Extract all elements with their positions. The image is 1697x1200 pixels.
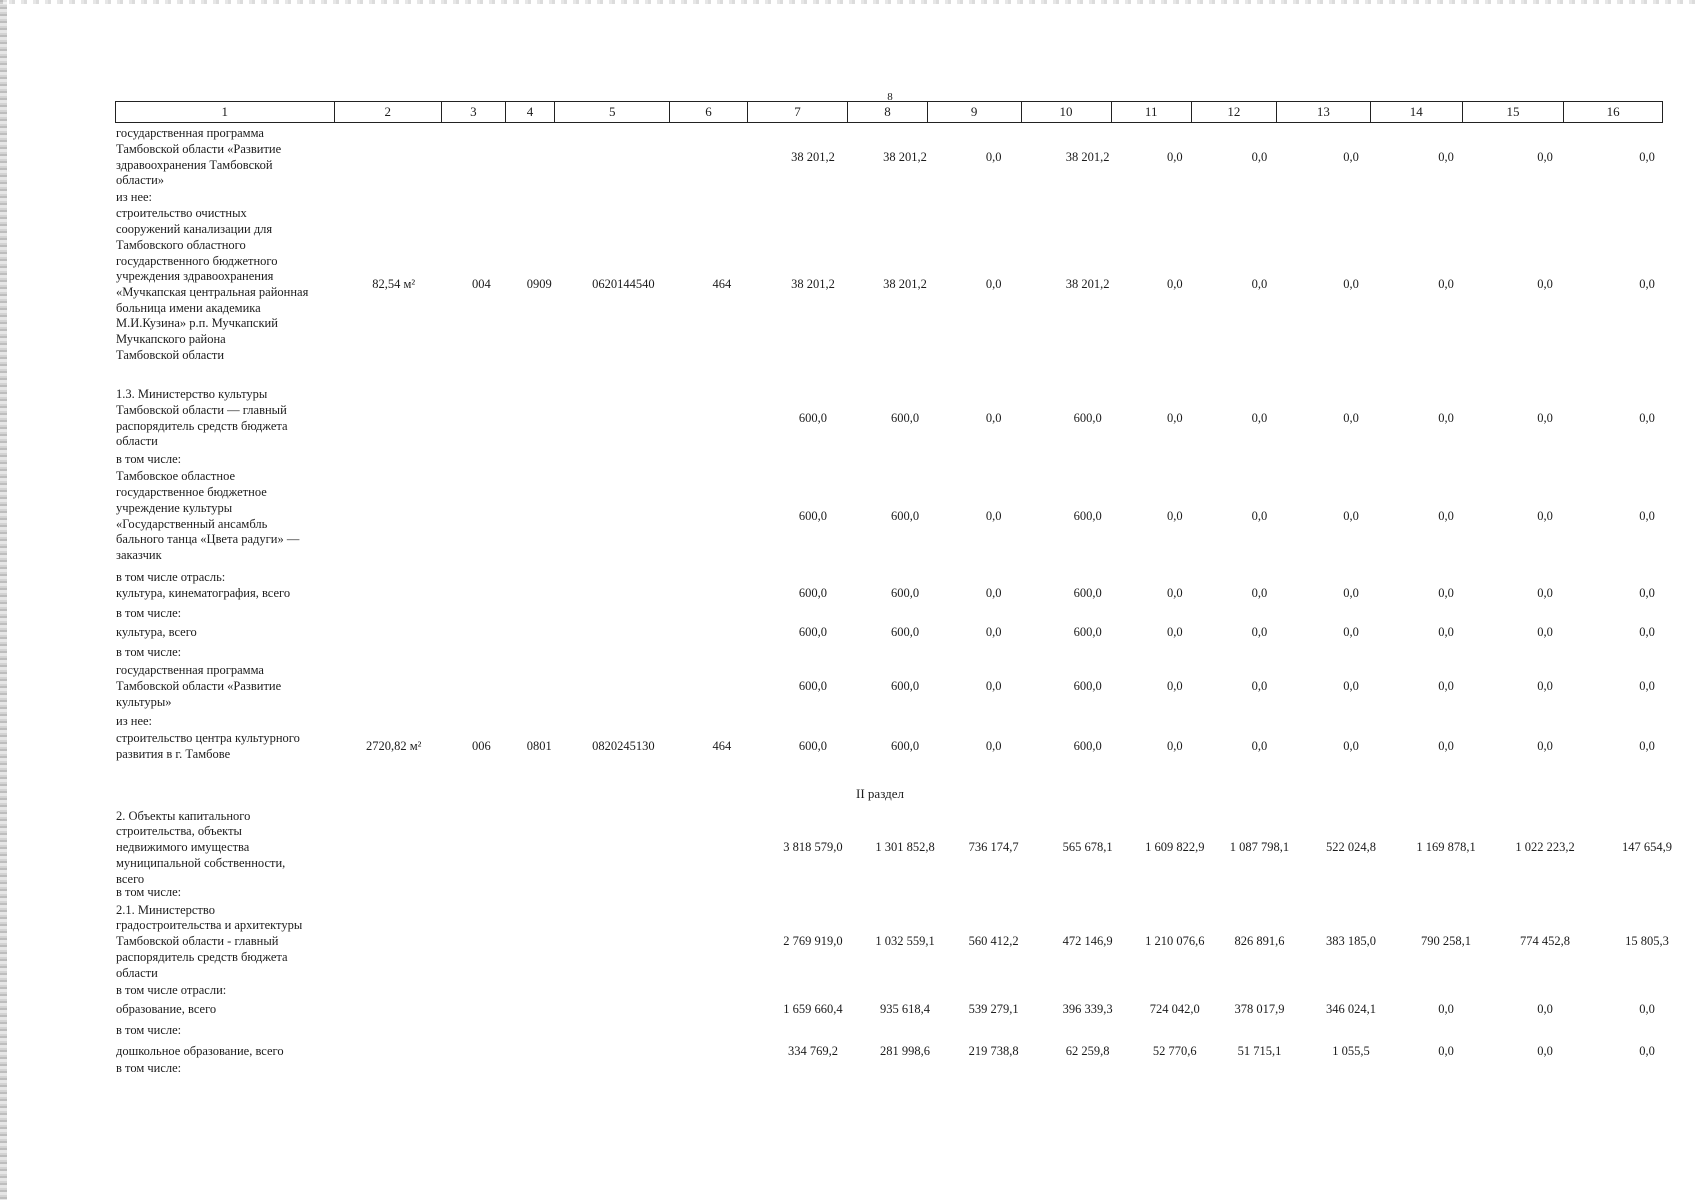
table-row	[0, 644, 1697, 661]
table-row	[0, 714, 1697, 729]
row-value-col-10: 38 201,2	[1065, 149, 1110, 164]
column-header-3: 3	[442, 102, 506, 122]
table-row	[0, 585, 1697, 602]
row-value-col-14: 0,0	[1438, 277, 1454, 292]
row-value-col-9: 0,0	[985, 624, 1002, 639]
table-row	[0, 190, 1697, 205]
row-name: культура, кинематография, всего	[116, 585, 291, 600]
row-value-col-12: 0,0	[1251, 585, 1268, 600]
row-name: государственная программа Тамбовской области «Развитие здравоохранения Тамбовской области»	[116, 126, 282, 188]
page-number: 8	[887, 91, 893, 103]
row-value-col-10: 600,0	[1073, 624, 1102, 639]
table-row	[0, 469, 1697, 564]
row-code-5: 0620144540	[592, 277, 655, 292]
table-row	[0, 809, 1697, 887]
column-header-13: 13	[1277, 102, 1371, 122]
row-value-col-8: 600,0	[890, 585, 920, 600]
row-value-col-16: 0,0	[1639, 739, 1655, 754]
column-header-6: 6	[670, 102, 747, 122]
row-value-col-14: 790 258,1	[1421, 934, 1472, 949]
row-area: 2720,82 м²	[365, 739, 422, 754]
row-value-col-8: 1 301 852,8	[875, 840, 935, 855]
section-heading: II раздел	[856, 786, 904, 801]
row-value-col-7: 334 769,2	[787, 1044, 838, 1059]
row-value-col-10: 565 678,1	[1062, 840, 1113, 855]
row-value-col-11: 1 609 822,9	[1145, 840, 1205, 855]
row-value-col-13: 1 055,5	[1332, 1044, 1370, 1059]
row-name: государственная программа Тамбовской области «Развитие культуры»	[116, 663, 282, 709]
row-value-col-11: 0,0	[1166, 585, 1183, 600]
row-value-col-13: 346 024,1	[1326, 1001, 1377, 1016]
row-name: из нее:	[116, 713, 153, 728]
row-value-col-16: 0,0	[1639, 508, 1655, 523]
table-row	[0, 663, 1697, 711]
row-value-col-12: 378 017,9	[1234, 1001, 1285, 1016]
row-value-col-13: 0,0	[1343, 149, 1359, 164]
row-name: в том числе:	[116, 451, 182, 466]
row-name: Тамбовское областное государственное бюджетное учреждение культуры «Государственный ансамбль бального танца «Цвета радуги» — заказчик	[116, 469, 300, 562]
row-value-col-11: 1 210 076,6	[1145, 934, 1205, 949]
table-row	[0, 983, 1697, 998]
row-value-col-13: 383 185,0	[1326, 934, 1377, 949]
row-value-col-16: 0,0	[1639, 410, 1655, 425]
row-value-col-15: 0,0	[1537, 624, 1553, 639]
column-header-14: 14	[1371, 102, 1463, 122]
row-value-col-8: 600,0	[890, 679, 920, 694]
row-value-col-7: 600,0	[798, 679, 828, 694]
row-value-col-11: 0,0	[1166, 277, 1183, 292]
column-header-9: 9	[928, 102, 1022, 122]
row-value-col-7: 3 818 579,0	[783, 840, 843, 855]
row-value-col-15: 0,0	[1537, 149, 1553, 164]
row-value-col-15: 774 452,8	[1520, 934, 1571, 949]
row-value-col-7: 38 201,2	[791, 277, 835, 292]
row-value-col-11: 0,0	[1166, 508, 1183, 523]
row-area: 82,54 м²	[372, 277, 416, 292]
row-value-col-11: 0,0	[1166, 679, 1183, 694]
row-value-col-10: 600,0	[1073, 508, 1102, 523]
table-row	[0, 730, 1697, 764]
row-value-col-8: 600,0	[890, 624, 920, 639]
row-value-col-9: 736 174,7	[968, 840, 1019, 855]
column-header-7: 7	[748, 102, 849, 122]
row-code-6: 464	[712, 739, 732, 754]
row-value-col-15: 0,0	[1537, 739, 1553, 754]
row-value-col-16: 0,0	[1639, 585, 1655, 600]
row-value-col-13: 0,0	[1343, 410, 1359, 425]
row-value-col-15: 0,0	[1537, 1001, 1553, 1016]
row-value-col-10: 396 339,3	[1062, 1001, 1113, 1016]
row-value-col-7: 600,0	[798, 585, 828, 600]
row-name: в том числе:	[116, 1022, 182, 1037]
row-value-col-16: 0,0	[1639, 1001, 1655, 1016]
row-name: в том числе:	[116, 1061, 182, 1076]
row-value-col-15: 0,0	[1537, 679, 1553, 694]
row-value-col-13: 0,0	[1343, 739, 1359, 754]
row-name: в том числе отрасли:	[116, 982, 227, 997]
row-value-col-8: 600,0	[890, 508, 920, 523]
row-value-col-7: 2 769 919,0	[783, 934, 843, 949]
table-row	[0, 605, 1697, 622]
column-header-12: 12	[1192, 102, 1277, 122]
row-value-col-14: 0,0	[1438, 585, 1454, 600]
row-value-col-12: 1 087 798,1	[1229, 840, 1290, 855]
row-value-col-7: 1 659 660,4	[783, 1001, 843, 1016]
row-value-col-14: 0,0	[1438, 679, 1454, 694]
row-name: в том числе отрасль:	[116, 570, 226, 585]
row-value-col-9: 539 279,1	[968, 1001, 1019, 1016]
row-value-col-14: 0,0	[1438, 508, 1454, 523]
row-value-col-10: 62 259,8	[1065, 1044, 1110, 1059]
row-value-col-13: 0,0	[1343, 277, 1359, 292]
table-row	[0, 205, 1697, 365]
row-value-col-12: 0,0	[1251, 739, 1268, 754]
row-code-3: 006	[471, 739, 491, 754]
row-name: строительство центра культурного развития в г. Тамбове	[116, 731, 300, 761]
row-value-col-12: 0,0	[1251, 624, 1268, 639]
row-value-col-10: 38 201,2	[1065, 277, 1110, 292]
table-row	[0, 1061, 1697, 1077]
row-name: дошкольное образование, всего	[116, 1044, 284, 1059]
row-value-col-16: 0,0	[1639, 1044, 1655, 1059]
row-value-col-15: 0,0	[1537, 508, 1553, 523]
row-value-col-9: 0,0	[985, 410, 1002, 425]
row-value-col-15: 0,0	[1537, 277, 1553, 292]
row-value-col-14: 0,0	[1438, 624, 1454, 639]
row-code-5: 0820245130	[592, 739, 655, 754]
row-name: 1.3. Министерство культуры Тамбовской области — главный распорядитель средств бюджета области	[116, 387, 288, 449]
row-name: в том числе:	[116, 884, 182, 899]
row-value-col-15: 0,0	[1537, 1044, 1553, 1059]
row-value-col-11: 0,0	[1166, 624, 1183, 639]
column-header-2: 2	[335, 102, 442, 122]
row-value-col-13: 0,0	[1343, 624, 1359, 639]
row-value-col-10: 600,0	[1073, 739, 1102, 754]
column-header-8: 8	[848, 102, 927, 122]
row-value-col-8: 600,0	[890, 410, 920, 425]
row-value-col-14: 0,0	[1438, 1001, 1454, 1016]
row-value-col-7: 600,0	[798, 739, 828, 754]
row-value-col-9: 0,0	[985, 739, 1002, 754]
row-value-col-9: 0,0	[985, 149, 1002, 164]
column-header-16: 16	[1606, 104, 1620, 119]
row-value-col-10: 600,0	[1073, 410, 1102, 425]
row-value-col-7: 600,0	[798, 508, 828, 523]
row-value-col-10: 472 146,9	[1062, 934, 1113, 949]
row-value-col-15: 0,0	[1537, 410, 1553, 425]
row-value-col-8: 38 201,2	[883, 277, 927, 292]
row-value-col-9: 0,0	[985, 508, 1002, 523]
row-name: 2.1. Министерство градостроительства и архитектуры Тамбовской области - главный распорядитель средств бюджета области	[116, 902, 303, 980]
table-row	[0, 1043, 1697, 1061]
row-value-col-13: 0,0	[1343, 585, 1359, 600]
table-row	[0, 452, 1697, 467]
row-value-col-11: 0,0	[1166, 739, 1183, 754]
row-value-col-12: 0,0	[1251, 277, 1268, 292]
row-value-col-13: 522 024,8	[1326, 840, 1377, 855]
row-value-col-16: 0,0	[1639, 679, 1655, 694]
row-value-col-15: 1 022 223,2	[1515, 840, 1575, 855]
row-value-col-8: 600,0	[890, 739, 920, 754]
row-value-col-14: 0,0	[1438, 1044, 1454, 1059]
row-value-col-9: 0,0	[985, 679, 1002, 694]
table-row	[0, 885, 1697, 900]
row-value-col-7: 600,0	[798, 624, 828, 639]
row-code-4: 0801	[526, 739, 552, 754]
row-value-col-12: 0,0	[1251, 149, 1268, 164]
row-name: образование, всего	[116, 1001, 217, 1016]
table-row	[0, 902, 1697, 982]
table-row	[0, 125, 1697, 190]
row-name: из нее:	[116, 189, 153, 204]
row-value-col-11: 52 770,6	[1152, 1044, 1197, 1059]
row-name: строительство очистных сооружений канализации для Тамбовского областного государственного бюджетного учреждения здравоохранения «Мучкапская центральная районная больница имени академика М.И.Кузина» р.п. Мучкапский Мучкапского района Тамбовской области	[116, 206, 309, 362]
row-value-col-16: 0,0	[1639, 277, 1655, 292]
table-row	[0, 1001, 1697, 1018]
table-row	[0, 1023, 1697, 1038]
row-value-col-14: 0,0	[1438, 149, 1454, 164]
row-value-col-7: 600,0	[798, 410, 828, 425]
row-value-col-12: 51 715,1	[1237, 1044, 1282, 1059]
table-row	[0, 624, 1697, 641]
row-code-3: 004	[471, 277, 491, 292]
row-value-col-10: 600,0	[1073, 679, 1102, 694]
column-header-4: 4	[506, 102, 555, 122]
row-value-col-8: 281 998,6	[880, 1044, 931, 1059]
row-value-col-12: 0,0	[1251, 508, 1268, 523]
row-value-col-14: 0,0	[1438, 410, 1454, 425]
row-value-col-7: 38 201,2	[791, 149, 835, 164]
row-value-col-16: 147 654,9	[1622, 840, 1673, 855]
row-value-col-14: 0,0	[1438, 739, 1454, 754]
row-value-col-9: 560 412,2	[968, 934, 1019, 949]
row-name: в том числе:	[116, 644, 182, 659]
row-value-col-11: 0,0	[1166, 410, 1183, 425]
row-code-6: 464	[712, 277, 732, 292]
row-value-col-12: 0,0	[1251, 679, 1268, 694]
table-row	[0, 387, 1697, 450]
column-header-1: 1	[116, 102, 335, 122]
row-value-col-11: 0,0	[1166, 149, 1183, 164]
row-value-col-8: 1 032 559,1	[875, 934, 935, 949]
row-value-col-8: 935 618,4	[880, 1001, 931, 1016]
row-value-col-11: 724 042,0	[1149, 1001, 1200, 1016]
row-value-col-14: 1 169 878,1	[1416, 840, 1476, 855]
column-header-5: 5	[555, 102, 670, 122]
column-header-15: 15	[1463, 102, 1565, 122]
row-value-col-9: 0,0	[985, 585, 1002, 600]
row-value-col-13: 0,0	[1343, 508, 1359, 523]
column-header-11: 11	[1112, 102, 1192, 122]
row-name: в том числе:	[116, 605, 182, 620]
row-value-col-8: 38 201,2	[883, 149, 927, 164]
row-code-4: 0909	[526, 277, 552, 292]
row-name: культура, всего	[116, 624, 197, 639]
row-value-col-12: 0,0	[1251, 410, 1268, 425]
row-value-col-16: 0,0	[1639, 624, 1655, 639]
row-value-col-15: 0,0	[1537, 585, 1553, 600]
row-value-col-9: 0,0	[985, 277, 1002, 292]
row-value-col-16: 15 805,3	[1625, 934, 1669, 949]
row-value-col-10: 600,0	[1073, 585, 1102, 600]
table-row	[0, 571, 1697, 585]
column-header-10: 10	[1022, 102, 1112, 122]
row-value-col-13: 0,0	[1343, 679, 1359, 694]
row-value-col-9: 219 738,8	[968, 1044, 1019, 1059]
row-value-col-16: 0,0	[1639, 149, 1655, 164]
row-name: 2. Объекты капитального строительства, объекты недвижимого имущества муниципальной собственности, всего	[116, 808, 286, 886]
row-value-col-12: 826 891,6	[1234, 934, 1285, 949]
